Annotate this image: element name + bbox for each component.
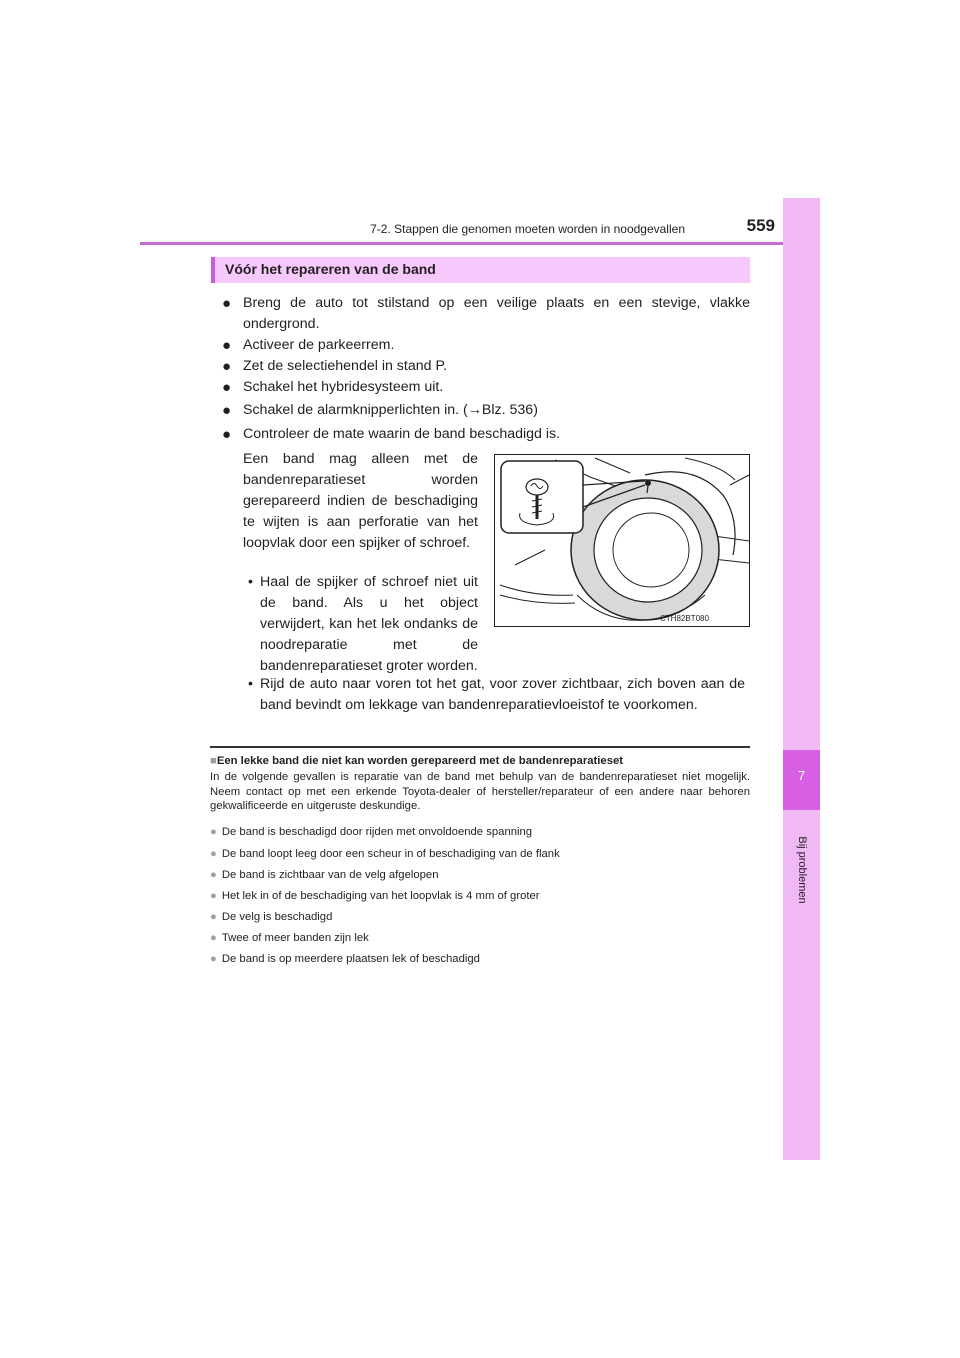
bullet-item xyxy=(222,377,750,398)
sub-item-text: Haal de spijker of schroef niet uit de band. Als u het object verwijdert, kan het lek ondanks de noodreparatie met de bandenreparatieset groter worden. xyxy=(260,574,478,674)
note-heading xyxy=(210,755,623,767)
page-number: 559 xyxy=(746,216,775,235)
bullet-text: Activeer de parkeerrem. xyxy=(243,337,395,353)
bullet-item xyxy=(222,400,750,421)
chapter-side-tab xyxy=(783,198,820,1160)
note-item-text: Twee of meer banden zijn lek xyxy=(221,932,369,944)
tire-screw-figure xyxy=(494,454,750,627)
note-item-text: De band is zichtbaar van de velg afgelopen xyxy=(221,869,439,881)
note-separator xyxy=(210,746,750,748)
bullet-dot-icon: ● xyxy=(210,890,217,902)
bullet-item xyxy=(222,293,750,335)
chapter-name: Bij problemen xyxy=(796,836,808,904)
note-list-item xyxy=(210,848,560,860)
chapter-number: 7 xyxy=(797,768,806,783)
bullet-dot-icon: ● xyxy=(222,295,232,312)
bullet-dot-icon: ● xyxy=(210,953,217,965)
note-heading-text: Een lekke band die niet kan worden gerepareerd met de bandenreparatieset xyxy=(216,755,624,767)
section-title: Vóór het repareren van de band xyxy=(225,261,436,277)
note-list-item xyxy=(210,890,540,902)
bullet-text: Schakel het hybridesysteem uit. xyxy=(243,379,444,395)
bullet-dot-icon: ● xyxy=(222,402,232,419)
bullet-item xyxy=(222,335,750,356)
note-list-item xyxy=(210,911,332,923)
note-item-text: De band loopt leeg door een scheur in of beschadiging van de flank xyxy=(221,848,560,860)
tire-with-screw-illustration-icon xyxy=(495,455,749,626)
bullet-dot-icon: ● xyxy=(222,379,232,396)
bullet-text: Zet de selectiehendel in stand P. xyxy=(243,358,448,374)
sub-item-text: Rijd de auto naar voren tot het gat, voor zover zichtbaar, zich boven aan de band bevindt om lekkage van bandenreparatievloeistof te voorkomen. xyxy=(260,676,745,713)
bullet-dot-icon: ● xyxy=(222,358,232,375)
figure-code: CTH82BT080 xyxy=(660,614,709,623)
bullet-text: Schakel de alarmknipperlichten in. (→Blz. 536) xyxy=(243,402,538,418)
bullet-dot-icon: ● xyxy=(222,426,232,443)
note-list-item xyxy=(210,932,369,944)
bullet-dot-icon: ● xyxy=(210,911,217,923)
bullet-text: Breng de auto tot stilstand op een veilige plaats en een stevige, vlakke ondergrond. xyxy=(243,295,750,332)
bullet-item xyxy=(222,356,750,377)
sub-item-marker: • xyxy=(248,676,253,692)
bullet-text: Controleer de mate waarin de band beschadigd is. xyxy=(243,426,561,442)
header-rule xyxy=(140,242,820,245)
note-list-item xyxy=(210,953,480,965)
note-intro: In de volgende gevallen is reparatie van de band met behulp van de bandenreparatieset niet mogelijk. Neem contact op met een erkende Toyota-dealer of hersteller/reparateur of een andere naar behoren gekwalificeerde en uitgeruste deskundige. xyxy=(210,771,750,812)
note-item-text: De band is beschadigd door rijden met onvoldoende spanning xyxy=(221,826,533,838)
note-item-text: De velg is beschadigd xyxy=(221,911,333,923)
note-item-text: De band is op meerdere plaatsen lek of beschadigd xyxy=(221,953,480,965)
bullet-dot-icon: ● xyxy=(210,869,217,881)
sub-item xyxy=(248,674,745,716)
damage-paragraph: Een band mag alleen met de bandenreparatieset worden gerepareerd indien de beschadiging te wijten is aan perforatie van het loopvlak door een spijker of schroef. xyxy=(243,451,478,551)
sub-item xyxy=(248,572,478,677)
bullet-dot-icon: ● xyxy=(210,848,217,860)
note-list-item xyxy=(210,869,439,881)
header-title: 7-2. Stappen die genomen moeten worden in noodgevallen xyxy=(370,222,685,236)
square-bullet-icon: ■ xyxy=(210,755,217,767)
bullet-dot-icon: ● xyxy=(222,337,232,354)
note-list-item xyxy=(210,826,532,838)
bullet-dot-icon: ● xyxy=(210,932,217,944)
bullet-item xyxy=(222,424,750,445)
bullet-dot-icon: ● xyxy=(210,826,217,838)
note-item-text: Het lek in of de beschadiging van het loopvlak is 4 mm of groter xyxy=(221,890,540,902)
sub-item-marker: • xyxy=(248,574,253,590)
